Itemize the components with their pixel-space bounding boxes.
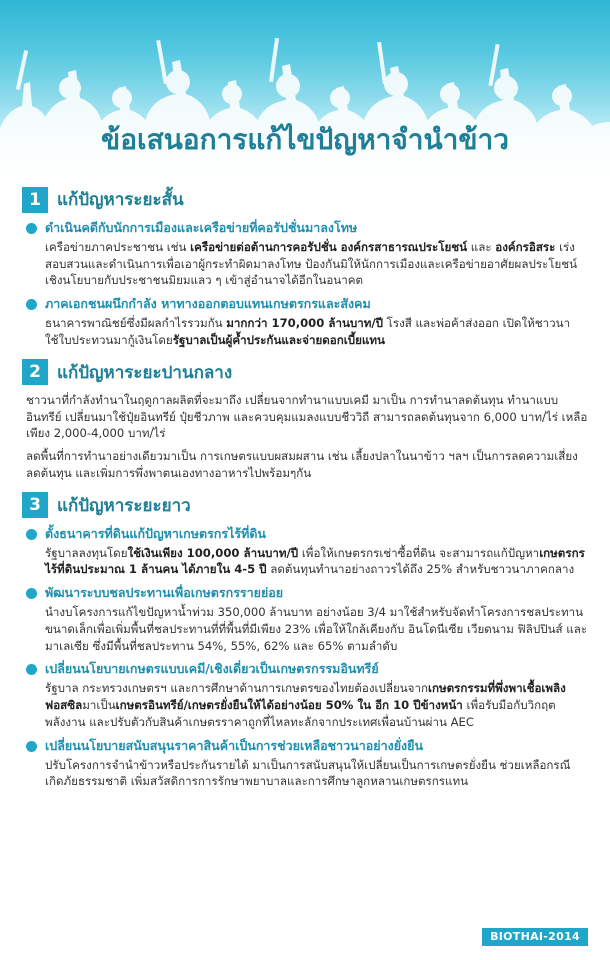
bullet-title: เปลี่ยนนโยบายเกษตรแบบเคมี/เชิงเดี่ยวเป็นเกษตรกรรมอินทรีย์ — [45, 661, 379, 677]
bullet-dot-icon — [26, 741, 37, 752]
bullet-title: พัฒนาระบบชลประทานเพื่อเกษตรกรรายย่อย — [45, 585, 284, 601]
bullet-header — [26, 661, 588, 678]
bullet-item — [22, 526, 588, 578]
bullet-body: ธนาคารพาณิชย์ซึ่งมีผลกำไรรวมกัน มากกว่า 170,000 ล้านบาท/ปี โรงสี และพ่อค้าส่งออก เปิดให้ชาวนาใช้ใบประทวนมากู้เงินโดยรัฐบาลเป็นผู้ค้ำประกันและจ่ายดอกเบี้ยแทน — [45, 316, 571, 347]
credit-badge: BIOTHAI-2014 — [482, 928, 588, 946]
bullet-item — [22, 220, 588, 289]
bullet-header — [26, 526, 588, 543]
section-3-title: แก้ปัญหาระยะยาว — [57, 495, 191, 516]
section-1-header — [22, 186, 588, 213]
bullet-item — [22, 585, 588, 654]
bullet-body: นำงบโครงการแก้ไขปัญหาน้ำท่วม 350,000 ล้านบาท อย่างน้อย 3/4 มาใช้สำหรับจัดทำโครงการชลประทานขนาดเล็กเพื่อเพิ่มพื้นที่ชลประทานที่ที่พื้นที่มีเพียง 23% เพื่อให้ใกล้เคียงกับ อินโดนีเซีย เวียดนาม ฟิลิปปินส์ และมาเลเซีย ซึ่งมีพื้นที่ชลประทาน 54%, 55%, 62% และ 65% ตามลำดับ — [45, 605, 588, 653]
bullet-title: ภาคเอกชนผนึกกำลัง หาทางออกตอบแทนเกษตรกรและสังคม — [45, 296, 371, 312]
section-3-header — [22, 492, 588, 519]
bullet-dot-icon — [26, 588, 37, 599]
bullet-item — [22, 738, 588, 790]
content-area — [0, 172, 610, 792]
bullet-header — [26, 296, 588, 313]
section-3 — [22, 492, 588, 790]
bullet-title: เปลี่ยนนโยบายสนับสนุนราคาสินค้าเป็นการช่วยเหลือชาวนาอย่างยั่งยืน — [45, 737, 423, 753]
section-2-paragraph-1: ชาวนาที่กำลังทำนาในฤดูกาลผลิตที่จะมาถึง เปลี่ยนจากทำนาแบบเคมี มาเป็น การทำนาลดต้นทุน ทำนาแบบอินทรีย์ เปลี่ยนมาใช้ปุ๋ยอินทรีย์ ปุ๋ยชีวภาพ และควบคุมแมลงแบบชีววิถี สามารถลดต้นทุนจาก 6,000 บาท/ไร่ เหลือเพียง 2,000-4,000 บาท/ไร่ — [26, 392, 588, 441]
bullet-body: รัฐบาลลงทุนโดยใช้เงินเพียง 100,000 ล้านบาท/ปี เพื่อให้เกษตรกรเช่าซื้อที่ดิน จะสามารถแก้ปัญหาเกษตรกรไร้ที่ดินประมาณ 1 ล้านคน ได้ภายใน 4-5 ปี ลดต้นทุนทำนาอย่างถาวรได้ถึง 25% สำหรับชาวนาภาคกลาง — [45, 545, 585, 577]
section-1-title: แก้ปัญหาระยะสั้น — [57, 190, 184, 210]
bullet-title: ตั้งธนาคารที่ดินแก้ปัญหาเกษตรกรไร้ที่ดิน — [45, 525, 266, 541]
section-2-number: 2 — [22, 359, 48, 385]
section-2 — [22, 359, 588, 482]
bullet-title: ดำเนินคดีกับนักการเมืองและเครือข่ายที่คอรัปชั่นมาลงโทษ — [45, 220, 358, 235]
bullet-dot-icon — [26, 664, 37, 675]
bullet-body: ปรับโครงการจำนำข้าวหรือประกันรายได้ มาเป็นการสนับสนุนให้เปลี่ยนเป็นการเกษตรยั่งยืน ช่วยเหลือกรณีเกิดภัยธรรมชาติ เพิ่มสวัสดิการการรักษาพยาบาลและการศึกษาลูกหลานเกษตรกรแทน — [45, 757, 571, 789]
section-2-header — [22, 359, 588, 386]
section-1 — [22, 186, 588, 349]
section-2-title: แก้ปัญหาระยะปานกลาง — [57, 362, 233, 383]
bullet-body: เครือข่ายภาคประชาชน เช่น เครือข่ายต่อต้านการคอรัปชั่น องค์กรสาธารณประโยชน์ และ องค์กรอิสระ เร่งสอบสวนและดำเนินการเพื่อเอาผู้กระทำผิดมาลงโทษ ป้องกันมิให้นักการเมืองและเครือข่ายอาศัยผลประโยชน์เชิงนโยบายกับประชาชนมิยมแลว ๆ เข้าสู่อำนาจได้อีกในอนาคต — [45, 239, 578, 288]
bullet-header — [26, 585, 588, 602]
bullet-item — [22, 661, 588, 730]
bullet-dot-icon — [26, 223, 37, 234]
bullet-item — [22, 296, 588, 348]
section-3-number: 3 — [22, 492, 48, 518]
section-2-paragraph-2: ลดพื้นที่การทำนาอย่างเดียวมาเป็น การเกษตรแบบผสมผสาน เช่น เลี้ยงปลาในนาข้าว ฯลฯ เป็นการลดความเสี่ยง ลดต้นทุน และเพิ่มการพึ่งพาตนเองทางอาหารไปพร้อมๆกัน — [26, 449, 578, 480]
page-title: ข้อเสนอการแก้ไขปัญหาจำนำข้าว — [101, 123, 509, 156]
bullet-dot-icon — [26, 299, 37, 310]
section-1-number: 1 — [22, 187, 48, 213]
bullet-dot-icon — [26, 529, 37, 540]
bullet-header — [26, 738, 588, 755]
bullet-header — [26, 220, 588, 237]
bullet-body: รัฐบาล กระทรวงเกษตรฯ และการศึกษาด้านการเกษตรของไทยต้องเปลี่ยนจากเกษตรกรรมที่พึ่งพาเชื้อเพลิงฟอสซิลมาเป็นเกษตรอินทรีย์/เกษตรยั่งยืนให้ได้อย่างน้อย 50% ใน อีก 10 ปีข้างหน้า เพื่อรับมือกับวิกฤตพลังงาน และปรับตัวกับสินค้าเกษตรราคาถูกที่ไหลทะลักจากประเทศเพื่อนบ้านผ่าน AEC — [45, 681, 566, 729]
